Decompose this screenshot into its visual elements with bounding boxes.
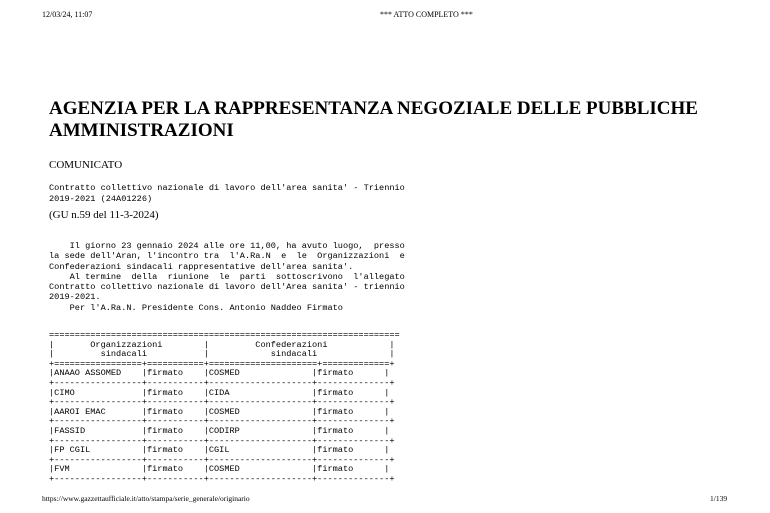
signatures-table: ==================================================================== | Organizzazioni | Confederazioni | | sindacali | sindacali | +=================+===========+=====================+=============+ |ANAAO ASSOMED |firmato |COSMED |firmato | +-----------------+-----------+--------------------+--------------+ |CIMO |firmato |CIDA |firmato | +-----------------+-----------+--------------------+--------------+ |AAROI EMAC |firmato |COSMED |firmato | +-----------------+-----------+--------------------+--------------+ |FASSID |firmato |CODIRP |firmato | +-----------------+-----------+--------------------+--------------+ |FP CGIL |firmato |CGIL |firmato | +-----------------+-----------+--------------------+--------------+ |FVM |firmato |COSMED |firmato | +-----------------+-----------+--------------------+--------------+: [49, 330, 400, 484]
page-number: 1/139: [710, 494, 728, 503]
gazette-reference: (GU n.59 del 11-3-2024): [49, 209, 159, 221]
document-title: AGENZIA PER LA RAPPRESENTANZA NEGOZIALE DELLE PUBBLICHE AMMINISTRAZIONI: [49, 98, 698, 141]
body-text: Il giorno 23 gennaio 2024 alle ore 11,00, ha avuto luogo, presso la sede dell'Aran, l'incontro tra l'A.Ra.N e le Organizzazioni e Confederazioni sindacali rappresentative dell'area sanita'. Al termine della riunione le parti sottoscrivono l'allegato Contratto collettivo nazionale di lavoro dell'Area sanita' - triennio 2019-2021. Per l'A.Ra.N. Presidente Cons. Antonio Naddeo Firmato: [49, 241, 405, 313]
print-datetime: 12/03/24, 11:07: [42, 10, 93, 19]
header-label: *** ATTO COMPLETO ***: [380, 10, 473, 19]
footer-url: https://www.gazzettaufficiale.it/atto/stampa/serie_generale/originario: [42, 494, 250, 503]
document-type: COMUNICATO: [49, 159, 123, 171]
document-subtitle: Contratto collettivo nazionale di lavoro dell'area sanita' - Triennio 2019-2021 (24A01226): [49, 183, 405, 204]
